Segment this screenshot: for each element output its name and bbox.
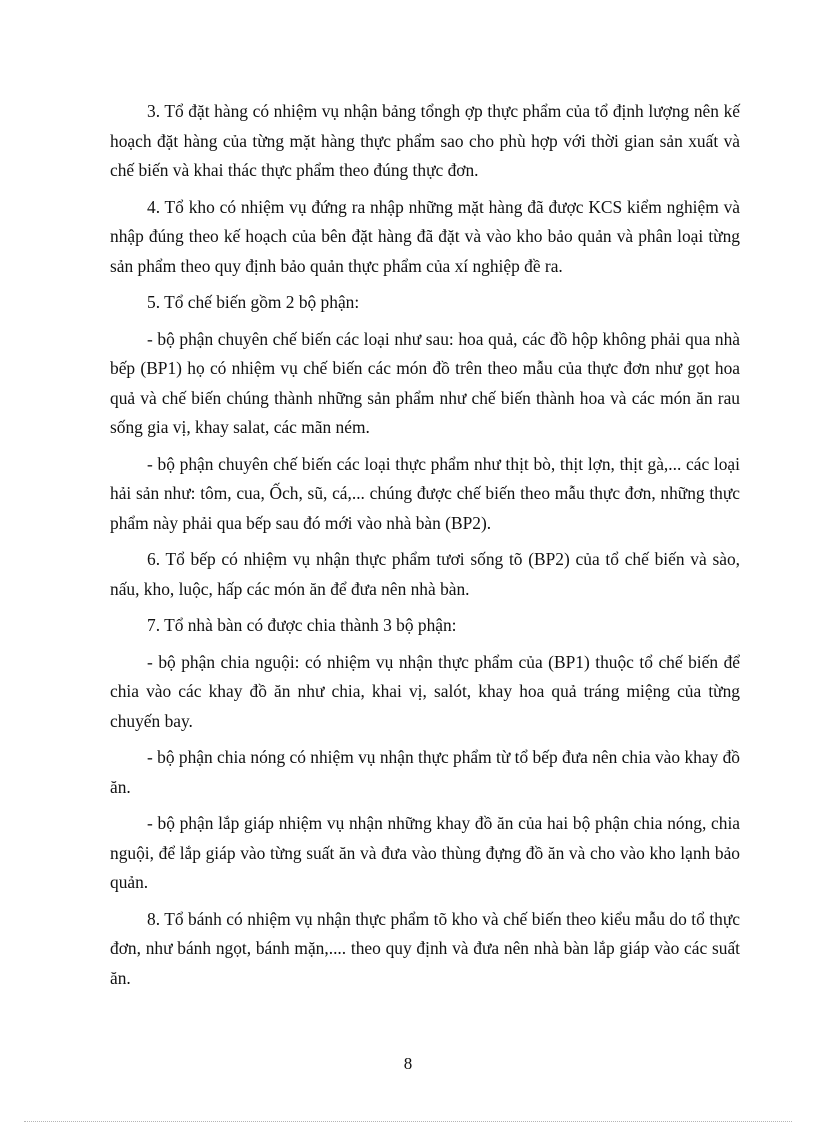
paragraph-chia-nong: - bộ phận chia nóng có nhiệm vụ nhận thực phẩm từ tổ bếp đưa nên chia vào khay đồ ăn. bbox=[110, 747, 740, 797]
footer-divider bbox=[24, 1121, 792, 1122]
paragraph-chia-nguoi: - bộ phận chia nguội: có nhiệm vụ nhận thực phẩm của (BP1) thuộc tổ chế biến để chia vào các khay đồ ăn như chia, khai vị, salót, khay hoa quả tráng miệng của từng chuyến bay. bbox=[110, 651, 740, 731]
paragraph-bp1: - bộ phận chuyên chế biến các loại như sau: hoa quả, các đồ hộp không phải qua nhà bếp (BP1) họ có nhiệm vụ chế biến các món đồ trên theo mẫu của thực đơn như gọt hoa quả và chế biến chúng thành những sản phẩm như chế biến thành hoa và các món ăn rau sống gia vị, khay salat, các mãn ném. bbox=[110, 328, 740, 437]
page-number: 8 bbox=[403, 1054, 413, 1073]
paragraph-to-che-bien: 5. Tổ chế biến gồm 2 bộ phận: bbox=[147, 292, 360, 312]
paragraph-to-banh: 8. Tổ bánh có nhiệm vụ nhận thực phẩm tõ kho và chế biến theo kiểu mẫu do tổ thực đơn, như bánh ngọt, bánh mặn,.... theo quy định và đưa nên nhà bàn lắp giáp vào các suất ăn. bbox=[110, 908, 740, 988]
paragraph-to-kho: 4. Tổ kho có nhiệm vụ đứng ra nhập những mặt hàng đã được KCS kiểm nghiệm và nhập đúng theo kế hoạch của bên đặt hàng đã đặt và vào kho bảo quản và phân loại từng sản phẩm theo quy định bảo quản thực phẩm của xí nghiệp đề ra. bbox=[110, 196, 740, 276]
paragraph-bp2: - bộ phận chuyên chế biến các loại thực phẩm như thịt bò, thịt lợn, thịt gà,... các loại hải sản như: tôm, cua, Ốch, sũ, cá,... chúng được chế biến theo mẫu thực đơn, những thực phẩm này phải qua bếp sau đó mới vào nhà bàn (BP2). bbox=[110, 453, 740, 533]
paragraph-to-bep: 6. Tổ bếp có nhiệm vụ nhận thực phẩm tươi sống tõ (BP2) của tổ chế biến và sào, nấu, kho, luộc, hấp các món ăn để đưa nên nhà bàn. bbox=[110, 549, 740, 599]
paragraph-to-nha-ban: 7. Tổ nhà bàn có được chia thành 3 bộ phận: bbox=[147, 615, 457, 635]
paragraph-to-dat-hang: 3. Tổ đặt hàng có nhiệm vụ nhận bảng tổngh ợp thực phẩm của tổ định lượng nên kế hoạch đặt hàng của từng mặt hàng thực phẩm sao cho phù hợp với thời gian sản xuất và chế biến và khai thác thực phẩm theo đúng thực đơn. bbox=[110, 101, 740, 180]
paragraph-lap-giap: - bộ phận lắp giáp nhiệm vụ nhận những khay đồ ăn của hai bộ phận chia nóng, chia nguội, để lắp giáp vào từng suất ăn và đưa vào thùng đựng đồ ăn và cho vào kho lạnh bảo quản. bbox=[110, 813, 740, 892]
document-body bbox=[110, 97, 740, 1000]
